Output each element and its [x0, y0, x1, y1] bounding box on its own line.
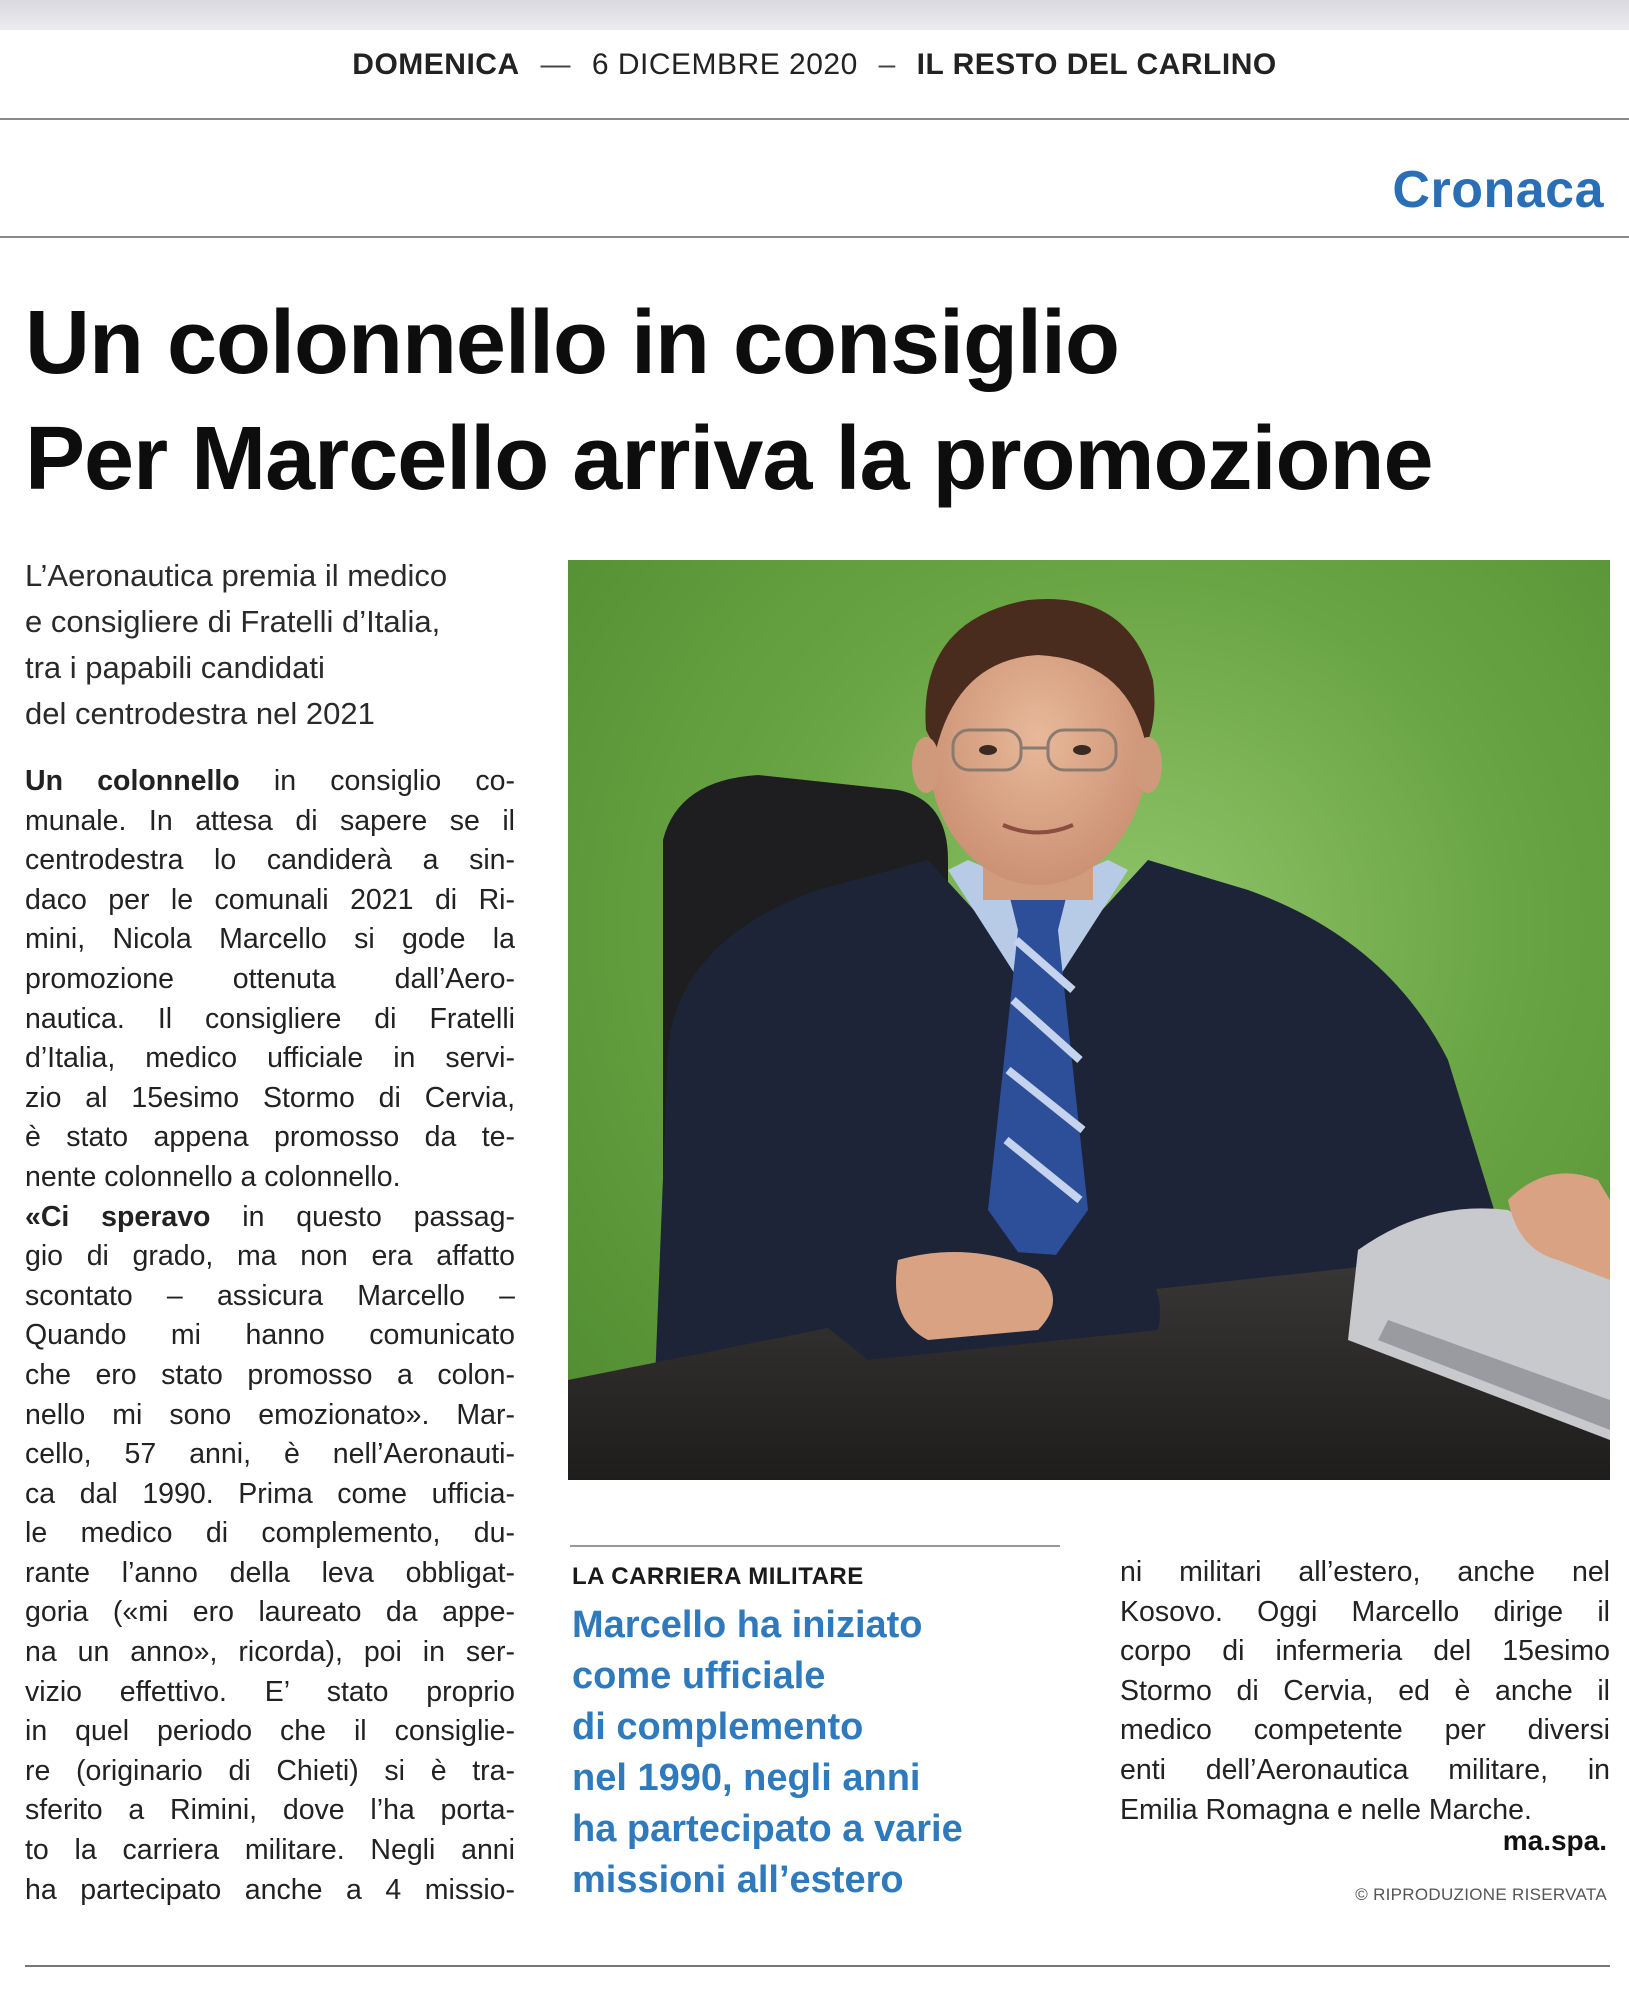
body-line: enti dell’Aeronautica militare, in: [1120, 1753, 1610, 1786]
body-line: rante l’anno della leva obbligat-: [25, 1556, 515, 1589]
box-kicker: LA CARRIERA MILITARE: [572, 1563, 864, 1590]
masthead-date: 6 DICEMBRE 2020: [591, 48, 858, 81]
top-bar: [0, 0, 1629, 30]
body-line: mini, Nicola Marcello si gode la: [25, 923, 515, 956]
headline: [25, 285, 1615, 517]
headline-line: Per Marcello arriva la promozione: [25, 409, 1433, 509]
body-line: goria («mi ero laureato da appe-: [25, 1596, 515, 1629]
box-title-line: di complemento: [572, 1706, 864, 1748]
masthead-separator: —: [540, 48, 571, 81]
body-line: Stormo di Cervia, ed è anche il: [1120, 1674, 1610, 1707]
body-line: zio al 15esimo Stormo di Cervia,: [25, 1081, 515, 1114]
author-signature: ma.spa.: [1502, 1825, 1607, 1856]
body-line: nente colonnello a colonnello.: [25, 1160, 401, 1193]
body-line: ha partecipato anche a 4 missio-: [25, 1873, 515, 1906]
subheadline: [25, 553, 525, 737]
body-line: nello mi sono emozionato». Mar-: [25, 1398, 515, 1431]
box-title-line: come ufficiale: [572, 1655, 826, 1697]
bottom-divider: [25, 1965, 1610, 1967]
box-title: [572, 1600, 1072, 1906]
body-line: cello, 57 anni, è nell’Aeronauti-: [25, 1438, 515, 1471]
body-line: sferito a Rimini, dove l’ha porta-: [25, 1794, 515, 1827]
subhead-line: del centrodestra nel 2021: [25, 696, 375, 731]
body-line: Un colonnello in consiglio co-: [25, 765, 515, 797]
body-line: vizio effettivo. E’ stato proprio: [25, 1675, 515, 1708]
divider: [0, 118, 1629, 120]
lead-bold: Un colonnello: [25, 765, 240, 797]
box-title-line: missioni all’estero: [572, 1859, 904, 1901]
body-line: to la carriera militare. Negli anni: [25, 1834, 515, 1867]
subhead-line: L’Aeronautica premia il medico: [25, 558, 448, 593]
body-line: Kosovo. Oggi Marcello dirige il: [1120, 1595, 1610, 1628]
body-line: re (originario di Chieti) si è tra-: [25, 1754, 515, 1787]
body-line: scontato – assicura Marcello –: [25, 1279, 515, 1312]
body-line: in quel periodo che il consiglie-: [25, 1715, 515, 1748]
article-body-continued: [1120, 1553, 1610, 1830]
body-line: medico competente per diversi: [1120, 1714, 1610, 1747]
box-title-line: nel 1990, negli anni: [572, 1757, 921, 1799]
body-line: centrodestra lo candiderà a sin-: [25, 844, 515, 877]
box-divider: [570, 1545, 1060, 1547]
body-line: promozione ottenuta dall’Aero-: [25, 962, 515, 995]
masthead: [0, 48, 1629, 82]
body-line: «Ci speravo in questo passag-: [25, 1200, 515, 1233]
copyright-notice: © RIPRODUZIONE RISERVATA: [1355, 1885, 1607, 1904]
headline-line: Un colonnello in consiglio: [25, 293, 1119, 393]
divider: [0, 236, 1629, 238]
body-line: le medico di complemento, du-: [25, 1517, 515, 1550]
portrait-illustration: [568, 560, 1610, 1480]
body-line: daco per le comunali 2021 di Ri-: [25, 883, 515, 916]
body-line: Emilia Romagna e nelle Marche.: [1120, 1793, 1532, 1826]
section-label: Cronaca: [1392, 161, 1604, 219]
masthead-separator: –: [878, 48, 896, 81]
body-line: ca dal 1990. Prima come ufficia-: [25, 1477, 515, 1510]
body-line: d’Italia, medico ufficiale in servi-: [25, 1042, 515, 1075]
subhead-line: e consigliere di Fratelli d’Italia,: [25, 604, 441, 639]
body-line: corpo di infermeria del 15esimo: [1120, 1635, 1610, 1668]
box-title-line: Marcello ha iniziato: [572, 1604, 923, 1646]
masthead-day: DOMENICA: [352, 48, 520, 81]
subhead-line: tra i papabili candidati: [25, 650, 325, 685]
quote-bold: «Ci speravo: [25, 1200, 211, 1233]
body-line: Quando mi hanno comunicato: [25, 1319, 515, 1352]
portrait-photo: [568, 560, 1610, 1480]
box-title-line: ha partecipato a varie: [572, 1808, 963, 1850]
body-line: è stato appena promosso da te-: [25, 1121, 515, 1154]
body-line: ni militari all’estero, anche nel: [1120, 1556, 1610, 1588]
masthead-paper: IL RESTO DEL CARLINO: [916, 48, 1277, 81]
body-line: munale. In attesa di sapere se il: [25, 804, 515, 837]
body-line: che ero stato promosso a colon-: [25, 1358, 515, 1391]
body-line: na un anno», ricorda), poi in ser-: [25, 1636, 515, 1669]
body-line: nautica. Il consigliere di Fratelli: [25, 1002, 515, 1035]
article-body: [25, 762, 515, 1910]
body-line: gio di grado, ma non era affatto: [25, 1240, 515, 1273]
